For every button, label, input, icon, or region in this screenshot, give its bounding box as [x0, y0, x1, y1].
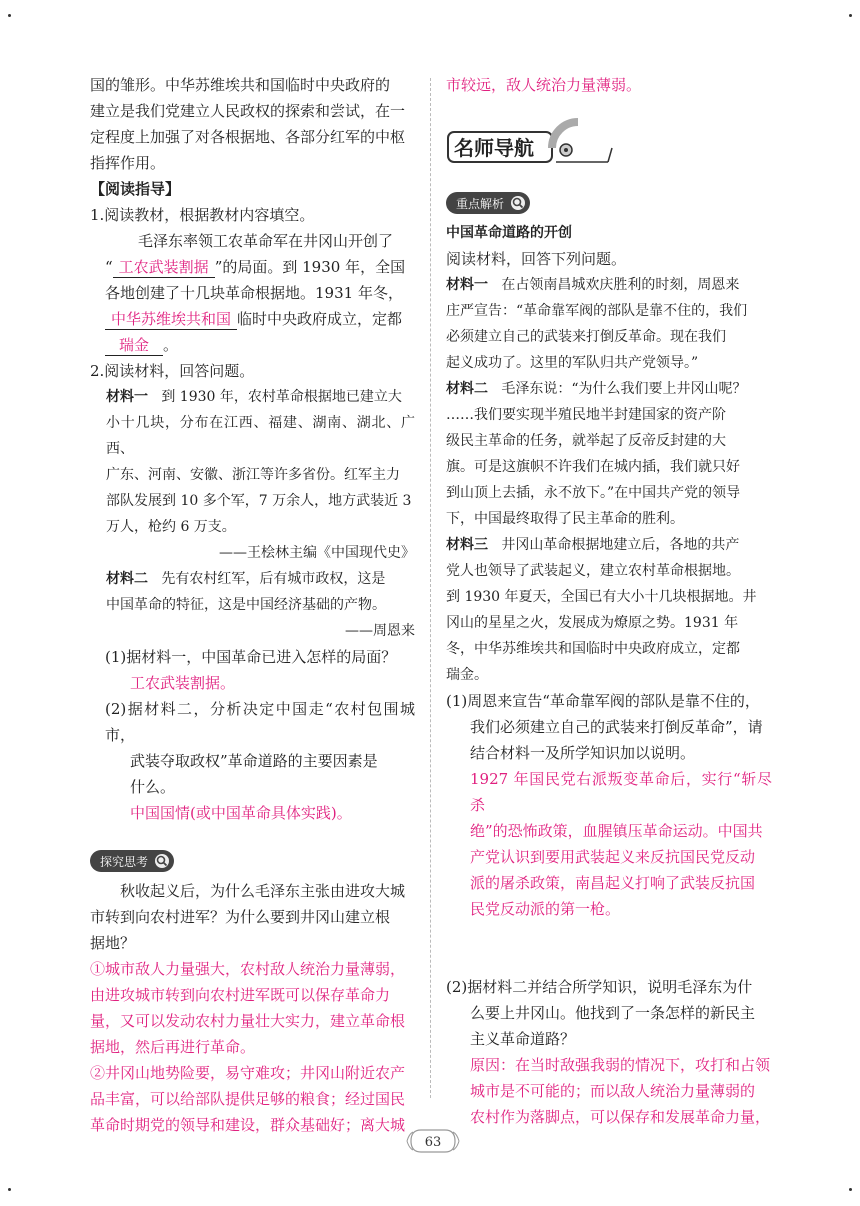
material-source: ——周恩来 [345, 623, 415, 639]
section-banner [446, 118, 772, 170]
q1-line: 瑞金 。 [90, 332, 415, 358]
banner-graphic [446, 118, 616, 170]
material-2: 材料二 先有农村红军，后有城市政权，这是 中国革命的特征，这是中国经济基础的产物。 ——周恩来 [90, 566, 415, 644]
material-label: 材料一 [446, 277, 488, 293]
sub-question-1: (1)据材料一，中国革命已进入怎样的局面？ [105, 648, 397, 666]
continued-answer: 市较远，敌人统治力量薄弱。 [446, 76, 642, 94]
explore-think-tag: 探究思考 [90, 850, 174, 872]
page-number: 63 [424, 1135, 442, 1150]
column-divider [430, 78, 431, 1098]
material-label: 材料一 [106, 389, 148, 405]
intro-line: 建立是我们党建立人民政权的探索和尝试，在一 [90, 102, 406, 120]
instruction: 阅读材料，回答下列问题。 [446, 250, 627, 268]
corner-mark [8, 14, 11, 17]
answer-blank: 瑞金 [105, 335, 163, 356]
right-column: 市较远，敌人统治力量薄弱。 名师导航 重点解析 中国革命道路的开创 阅读材料，回答下列问题。 材料一 在占领南昌城欢庆胜利的时刻，周恩来 庄严宣告：“革命靠军阀的部队是靠不住的，我们 必须建立自己的武装来打倒反革命。现在我们 起义成功了。这里的军队归共产党领导。” 材料二 毛泽东说：“为什么我们要上井冈山呢？ ……我们要实现半殖民地半封建国家的资产阶 级民主革命的任务，就举起了反帝反封建的大 旗。可是这旗帜不许我们在城内插，我们就只好 到山顶上去插，永不放下。”在中国共产党的领导 下，中国最终取得了民主革命的胜利。 材料三 井冈山革命根据地建立后，各地的共产 党人也领导了武装起义，建立农村革命根据地。 到 1930 年夏天，全国已有大小十几块根据地。井 冈山的星星之火，发展成为燎原之势。1931 年 冬，中华苏维埃共和国临时中央政府成立，定都 瑞金。 (1)周恩来宣告“革命靠军阀的部队是靠不住的， 我们必须建立自己的武装来打倒反革命”，请 结合材料一及所学知识加以说明。 1927 年国民党右派叛变革命后，实行“斩尽杀 绝”的恐怖政策，血腥镇压革命运动。中国共 产党认识到要用武装起义来反抗国民党反动 派的屠杀政策，南昌起义打响了武装反抗国 民党反动派的第一枪。 (2)据材料二并结合所学知识，说明毛泽东为什 么要上井冈山。他找到了一条怎样的新民主 主义革命道路？ 原因：在当时敌强我弱的情况下，攻打和占领 城市是不可能的；而以敌人统治力量薄弱的 农村作为落脚点，可以保存和发展革命力量， [446, 72, 772, 1130]
sub-answer-1: 工农武装割据。 [130, 674, 236, 692]
explore-answer: ①城市敌人力量强大，农村敌人统治力量薄弱， 由进攻城市转到向农村进军既可以保存革命力 量，又可以发动农村力量壮大实力，建立革命根 据地，然后再进行革命。 ②井冈山地势险要，易守难攻；井冈山附近农产 品丰富，可以给部队提供足够的粮食；经过国民 革命时期党的领导和建设，群众基础好；离大城 [90, 960, 406, 1134]
q1-line: 中华苏维埃共和国 临时中央政府成立，定都 [90, 306, 415, 332]
corner-mark [849, 1188, 852, 1191]
corner-mark [849, 14, 852, 17]
material-source: ——王桧林主编《中国现代史》 [219, 545, 415, 561]
answer-2: 原因：在当时敌强我弱的情况下，攻打和占领 城市是不可能的；而以敌人统治力量薄弱的 农村作为落脚点，可以保存和发展革命力量， [470, 1056, 771, 1126]
q1-line: “ 工农武装割据 ”的局面。到 1930 年，全国 [105, 258, 406, 276]
left-column: 国的雏形。中华苏维埃共和国临时中央政府的 建立是我们党建立人民政权的探索和尝试，在一 定程度上加强了对各根据地、各部分红军的中枢 指挥作用。 【阅读指导】 1.阅读教材，根据教材内容填空。 毛泽东率领工农革命军在井冈山开创了 “ 工农武装割据 ”的局面。到 1930 年，全国 各地创建了十几块革命根据地。1931 年冬， 中华苏维埃共和国 临时中央政府成立，定都 瑞金 。 2.阅读材料，回答问题。 材料一 到 1930 年，农村革命根据地已建立大 小十几块，分布在江西、福建、湖南、湖北、广西、 广东、河南、安徽、浙江等许多省份。红军主力 部队发展到 10 多个军，7 万余人，地方武装近 3 万人，枪约 6 万支。 ——王桧林主编《中国现代史》 材料二 先有农村红军，后有城市政权，这是 中国革命的特征，这是中国经济基础的产物。 ——周恩来 (1)据材料一，中国革命已进入怎样的局面？ 工农武装割据。 (2)据材料二，分析决定中国走“农村包围城市， 武装夺取政权”革命道路的主要因素是 什么。 中国国情(或中国革命具体实践)。 探究思考 秋收起义后，为什么毛泽东主张由进攻大城 市转到向农村进军？为什么要到井冈山建立根 据地？ ①城市敌人力量强大，农村敌人统治力量薄弱， 由进攻城市转到向农村进军既可以保存革命力 量，又可以发动农村力量壮大实力，建立革命根 据地，然后再进行革命。 ②井冈山地势险要，易守难攻；井冈山附近农产 品丰富，可以给部队提供足够的粮食；经过国民 革命时期党的领导和建设，群众基础好；离大城 [90, 72, 415, 1138]
material-label: 材料三 [446, 537, 488, 553]
intro-line: 定程度上加强了对各根据地、各部分红军的中枢 [90, 128, 406, 146]
question-2-title: 2.阅读材料，回答问题。 [90, 362, 255, 380]
answer-1: 1927 年国民党右派叛变革命后，实行“斩尽杀 绝”的恐怖政策，血腥镇压革命运动。中国共 产党认识到要用武装起义来反抗国民党反动 派的屠杀政策，南昌起义打响了武装反抗国 民党反动派的第一枪。 [470, 770, 772, 918]
magnifier-icon [154, 853, 170, 869]
sub-answer-2: 中国国情(或中国革命具体实践)。 [130, 804, 352, 822]
explore-question: 秋收起义后，为什么毛泽东主张由进攻大城 [120, 882, 406, 900]
question-2: (2)据材料二并结合所学知识，说明毛泽东为什 [446, 978, 753, 996]
material-3: 材料三 井冈山革命根据地建立后，各地的共产 党人也领导了武装起义，建立农村革命根据地。 到 1930 年夏天，全国已有大小十几块根据地。井 冈山的星星之火，发展成为燎原之势。1931 年 冬，中华苏维埃共和国临时中央政府成立，定都 瑞金。 [446, 537, 757, 683]
material-1: 材料一 到 1930 年，农村革命根据地已建立大 小十几块，分布在江西、福建、湖南、湖北、广西、 广东、河南、安徽、浙江等许多省份。红军主力 部队发展到 10 多个军，7 万余人，地方武装近 3 万人，枪约 6 万支。 ——王桧林主编《中国现代史》 [90, 384, 415, 566]
material-1: 材料一 在占领南昌城欢庆胜利的时刻，周恩来 庄严宣告：“革命靠军阀的部队是靠不住的，我们 必须建立自己的武装来打倒反革命。现在我们 起义成功了。这里的军队归共产党领导。” [446, 277, 748, 371]
q1-line: 毛泽东率领工农革命军在井冈山开创了 [138, 232, 394, 250]
intro-line: 指挥作用。 [90, 154, 166, 172]
answer-blank: 中华苏维埃共和国 [105, 309, 237, 330]
intro-line: 国的雏形。中华苏维埃共和国临时中央政府的 [90, 76, 391, 94]
material-label: 材料二 [106, 571, 148, 587]
sub-question-2: (2)据材料二，分析决定中国走“农村包围城市， [105, 700, 415, 744]
key-analysis-tag: 重点解析 [446, 192, 530, 214]
magnifier-icon [510, 195, 526, 211]
material-2: 材料二 毛泽东说：“为什么我们要上井冈山呢？ ……我们要实现半殖民地半封建国家的资产阶 级民主革命的任务，就举起了反帝反封建的大 旗。可是这旗帜不许我们在城内插，我们就只好 到山顶上去插，永不放下。”在中国共产党的领导 下，中国最终取得了民主革命的胜利。 [446, 381, 747, 527]
question-1-title: 1.阅读教材，根据教材内容填空。 [90, 206, 315, 224]
q1-line: 各地创建了十几块革命根据地。1931 年冬， [105, 284, 403, 302]
corner-mark [8, 1188, 11, 1191]
page-number-badge [405, 1124, 461, 1158]
answer-blank: 工农武装割据 [113, 257, 215, 278]
question-1: (1)周恩来宣告“革命靠军阀的部队是靠不住的， [446, 692, 760, 710]
banner-title: 名师导航 [454, 136, 534, 160]
reading-guide-title: 【阅读指导】 [90, 180, 181, 198]
topic-title: 中国革命道路的开创 [446, 225, 572, 241]
material-label: 材料二 [446, 381, 488, 397]
